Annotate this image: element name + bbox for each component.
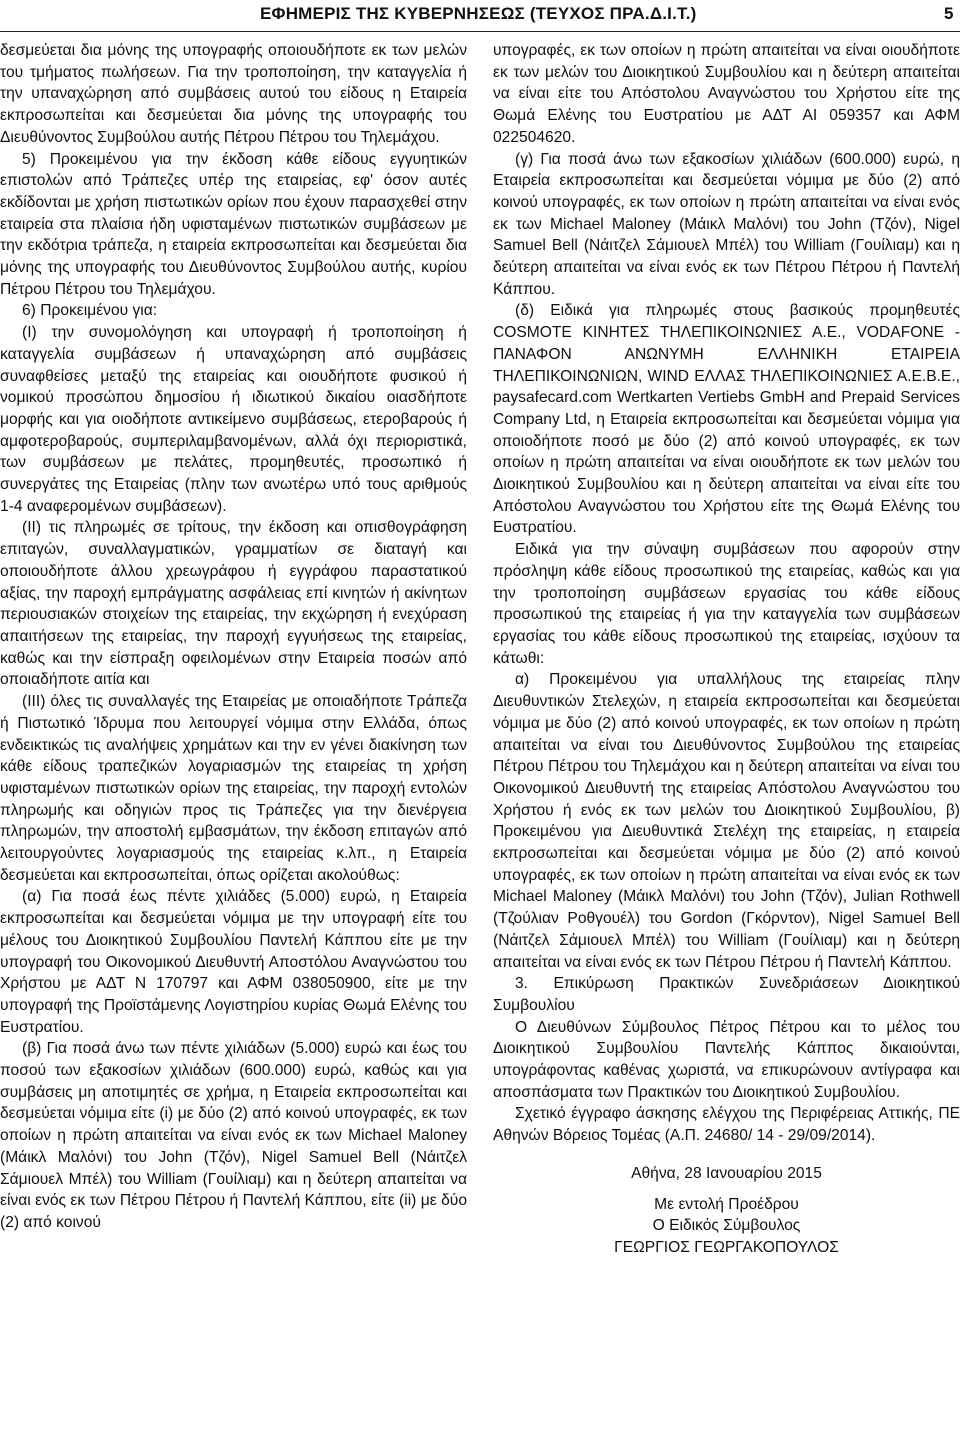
- paragraph-clause-ii: (II) τις πληρωμές σε τρίτους, την έκδοση και οπισθογράφηση επιταγών, συναλλαγματικών, γραμματίων σε διαταγή και οποιουδήποτε άλλου χρεωγράφου ή εγγράφου παραστατικού αξίας, την παροχή εμπράγματης ασφάλειας επί κινητών ή ακίνητων περιουσιακών στοιχείων της εταιρείας, την εκχώρηση ή ενεχύραση απαιτήσεων της εταιρείας, την παροχή εγγυήσεως της εταιρείας, καθώς και την είσπραξη οφειλομένων στην Εταιρεία ποσών από οποιαδήποτε αιτία και: [0, 519, 467, 689]
- paragraph-clause-b: (β) Για ποσά άνω των πέντε χιλιάδων (5.000) ευρώ και έως του ποσού των εξακοσίων χιλιάδων (600.000) ευρώ, καθώς και για συμβάσεις μη αποτιμητές σε χρήμα, η Εταιρεία εκπροσωπείται και δεσμεύεται νόμιμα είτε (i) με δύο (2) από κοινού υπογραφές, εκ των οποίων η πρώτη απαιτείται να είναι ενός εκ των Michael Maloney (Μάικλ Μαλόνι) του John (Τζόν), Nigel Samuel Bell (Νάιτζελ Σάμιουελ Μπέλ) του William (Γουίλιαμ) και η δεύτερη απαιτείται να είναι ενός εκ των Πέτρου Πέτρου ή Παντελή Κάππου, είτε (ii) με δύο (2) από κοινού: [0, 1040, 467, 1231]
- paragraph-clause-i: (I) την συνομολόγηση και υπογραφή ή τροποποίηση ή καταγγελία συμβάσεων ή υπαναχώρηση από συμβάσεις συναφθείσες μεταξύ της εταιρείας και οιουδήποτε φυσικού ή νομικού προσώπου δημοσίου ή ιδιωτικού δικαίου οιασδήποτε μορφής και για οιοδήποτε αντικείμενο συμβάσεως, ετεροβαρούς ή αμφοτεροβαρούς, συμπεριλαμβανομένων, αλλά όχι περιοριστικά, των συμβάσεων με πελάτες, προμηθευτές, προσωπικό ή συνεργάτες της Εταιρείας (πλην των ανωτέρω υπό τους αριθμούς 1-4 αναφερομένων συμβάσεων).: [0, 324, 467, 515]
- header-rule: [0, 31, 960, 32]
- section-heading-3: 3. Επικύρωση Πρακτικών Συνεδριάσεων Διοικητικού Συμβουλίου: [493, 975, 960, 1014]
- signature-name: ΓΕΩΡΓΙΟΣ ΓΕΩΡΓΑΚΟΠΟΥΛΟΣ: [614, 1238, 839, 1256]
- signature-block: [493, 1163, 960, 1259]
- paragraph-minutes-certification: Ο Διευθύνων Σύμβουλος Πέτρος Πέτρου και το μέλος του Διοικητικού Συμβουλίου Παντελής Κάππος δικαιούνται, υπογράφοντας καθένας χωριστά, να επικυρώνουν αντίγραφα και αποσπάσματα των Πρακτικών του Διοικητικού Συμβουλίου.: [493, 1018, 960, 1101]
- page-header: [0, 0, 960, 28]
- paragraph-clause-c: (γ) Για ποσά άνω των εξακοσίων χιλιάδων (600.000) ευρώ, η Εταιρεία εκπροσωπείται και δεσμεύεται νόμιμα με δύο (2) από κοινού υπογραφές, εκ των οποίων η πρώτη απαιτείται να είναι ενός εκ των Michael Maloney (Μάικλ Μαλόνι) του John (Τζόν), Nigel Samuel Bell (Νάιτζελ Σάμιουελ Μπέλ) του William (Γουίλιαμ) και η δεύτερη απαιτείται να είναι ενός εκ των Πέτρου Πέτρου ή Παντελή Κάππου.: [493, 150, 960, 298]
- paragraph-clause-iii: (III) όλες τις συναλλαγές της Εταιρείας με οποιαδήποτε Τράπεζα ή Πιστωτικό Ίδρυμα που λειτουργεί νόμιμα στην Ελλάδα, όπως ενδεικτικώς τις αναλήψεις χρημάτων και την εν γένει διακίνηση των κάθε είδους τραπεζικών λογαριασμών της εταιρείας τη χρήση υφισταμένων πιστωτικών ορίων της εταιρείας, την παροχή εντολών πληρωμής και οδηγιών προς τις Τράπεζες για την διενέργεια πληρωμών, την αποστολή εμβασμάτων, την έκδοση επιταγών από λειτουργούντες λογαριασμούς της εταιρείας κ.λπ., η Εταιρεία δεσμεύεται και εκπροσωπείται, όπως ορίζεται ακολούθως:: [0, 693, 467, 884]
- paragraph-control-document: Σχετικό έγγραφο άσκησης ελέγχου της Περιφέρειας Αττικής, ΠΕ Αθηνών Βόρειος Τομέας (Α.Π. 24680/ 14 - 29/09/2014).: [493, 1105, 960, 1145]
- page-number: 5: [944, 4, 954, 23]
- signature-role: Ο Ειδικός Σύμβουλος: [652, 1217, 801, 1235]
- right-column: [493, 40, 960, 1259]
- paragraph-continuation: δεσμεύεται δια μόνης της υπογραφής οποιουδήποτε εκ των μελών του τμήματος πωλήσεων. Για την τροποποίηση, την καταγγελία ή την υπαναχώρηση από συμβάσεις αυτού του είδους η Εταιρεία εκπροσωπείται και δεσμεύεται δια μόνης της υπογραφής του Διευθύνοντος Συμβούλου αυτής Πέτρου Πέτρου του Τηλεμάχου.: [0, 42, 467, 146]
- gazette-title: ΕΦΗΜΕΡΙΣ ΤΗΣ ΚΥΒΕΡΝΗΣΕΩΣ (ΤΕΥΧΟΣ ΠΡΑ.Δ.Ι.Τ.): [260, 4, 697, 23]
- paragraph-continuation-right: υπογραφές, εκ των οποίων η πρώτη απαιτείται να είναι οιουδήποτε εκ των μελών του Διοικητικού Συμβουλίου και η δεύτερη απαιτείται να είναι είτε του Απόστολου Αναγνώστου του Χρήστου είτε της Θωμά Ελένης του Ευστρατίου με ΑΔΤ ΑΙ 059357 και ΑΦΜ 022504620.: [493, 42, 960, 146]
- left-column: [0, 40, 467, 1234]
- signature-date: Αθήνα, 28 Ιανουαρίου 2015: [631, 1164, 822, 1182]
- paragraph-staff-clauses: α) Προκειμένου για υπαλλήλους της εταιρείας πλην Διευθυντικών Στελεχών, η εταιρεία εκπροσωπείται και δεσμεύεται νόμιμα με δύο (2) από κοινού υπογραφές, εκ των οποίων η πρώτη απαιτείται να είναι του Διευθύνοντος Συμβούλου της εταιρείας Πέτρου Πέτρου του Τηλεμάχου και η δεύτερη απαιτείται να είναι του Οικονομικού Διευθυντή της εταιρείας Απόστολου Αναγνώστου του Χρήστου ή ενός εκ των μελών του Διοικητικού Συμβουλίου, β) Προκειμένου για Διευθυντικά Στελέχη της εταιρείας, η εταιρεία εκπροσωπείται και δεσμεύεται νόμιμα με δύο (2) από κοινού υπογραφές, εκ των οποίων η πρώτη απαιτείται να είναι ενός εκ των Michael Maloney (Μάικλ Μαλόνι) του John (Τζόν), Julian Rothwell (Τζούλιαν Ροθγουέλ) του Gordon (Γκόρντον), Nigel Samuel Bell (Νάιτζελ Σάμιουελ Μπέλ) του William (Γουίλιαμ) και η δεύτερη απαιτείται να είναι ενός εκ των Πέτρου Πέτρου ή Παντελή Κάππου.: [493, 671, 960, 971]
- paragraph-clause-a: (α) Για ποσά έως πέντε χιλιάδες (5.000) ευρώ, η Εταιρεία εκπροσωπείται και δεσμεύεται νόμιμα με την υπογραφή είτε του μέλους του Διοικητικού Συμβουλίου Παντελή Κάππου είτε με την υπογραφή του Οικονομικού Διευθυντή Αποστόλου Αναγνώστου του Χρήστου με ΑΔΤ Ν 170797 και ΑΦΜ 038050900, είτε με την υπογραφή της Προϊστάμενης Λογιστηρίου κυρίας Θωμά Ελένης του Ευστρατίου.: [0, 888, 467, 1036]
- paragraph-clause-d: (δ) Ειδικά για πληρωμές στους βασικούς προμηθευτές COSMOTE ΚΙΝΗΤΕΣ ΤΗΛΕΠΙΚΟΙΝΩΝΙΕΣ Α.Ε., VODAFONE - ΠΑΝΑΦΟΝ ΑΝΩΝΥΜΗ ΕΛΛΗΝΙΚΗ ΕΤΑΙΡΕΙΑ ΤΗΛΕΠΙΚΟΙΝΩΝΙΩΝ, WIND ΕΛΛΑΣ ΤΗΛΕΠΙΚΟΙΝΩΝΙΕΣ Α.Ε.Β.Ε., paysafecard.com Wertkarten Vertiebs GmbH and Prepaid Services Company Ltd, η Εταιρεία εκπροσωπείται και δεσμεύεται νόμιμα για οποιοδήποτε ποσό με δύο (2) από κοινού υπογραφές, εκ των οποίων η πρώτη απαιτείται να είναι οιουδήποτε εκ των μελών του Διοικητικού Συμβουλίου και η δεύτερη απαιτείται να είναι είτε του Απόστολου Αναγνώστου του Χρήστου είτε της Θωμά Ελένης του Ευστρατίου.: [493, 302, 960, 537]
- signature-by-order: Με εντολή Προέδρου: [654, 1195, 799, 1213]
- paragraph-item-6: 6) Προκειμένου για:: [22, 302, 158, 320]
- paragraph-item-5: 5) Προκειμένου για την έκδοση κάθε είδους εγγυητικών επιστολών από Τράπεζες υπέρ της εταιρείας, εφ' όσον αυτές εκδίδονται με χρήση πιστωτικών ορίων που έχουν παρασχεθεί στην εταιρεία στα πλαίσια ήδη υφισταμένων πιστωτικών συμβάσεων με την εκδότρια τράπεζα, η εταιρεία εκπροσωπείται και δεσμεύεται δια μόνης της υπογραφής του Διευθύνοντος Συμβούλου αυτής, κυρίου Πέτρου Πέτρου του Τηλεμάχου.: [0, 150, 467, 298]
- paragraph-staff-contracts: Ειδικά για την σύναψη συμβάσεων που αφορούν στην πρόσληψη κάθε είδους προσωπικού της εταιρείας, καθώς και για την τροποποίηση συμβάσεων εργασίας του κάθε είδους προσωπικού της εταιρείας ή για την καταγγελία των συμβάσεων εργασίας του κάθε είδους προσωπικού της εταιρείας, ισχύουν τα κάτωθι:: [493, 541, 960, 667]
